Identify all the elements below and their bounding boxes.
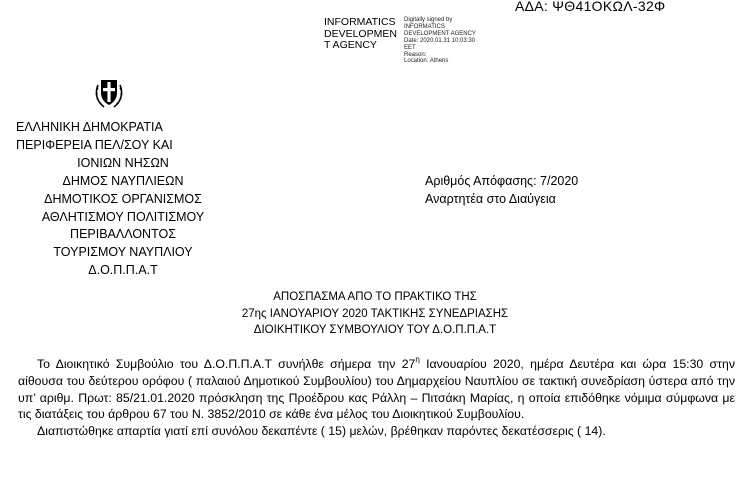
- signature-name: [324, 17, 404, 52]
- signature-detail-line: EET: [404, 44, 416, 51]
- superscript-ordinal: η: [415, 355, 420, 364]
- header-line: ΙΟΝΙΩΝ ΝΗΣΩΝ: [77, 155, 169, 170]
- ada-code: ΑΔΑ: ΨΘ41ΟΚΩΛ-32Φ: [515, 0, 666, 14]
- header-line: Δ.Ο.Π.Π.Α.Τ: [88, 263, 158, 278]
- header-line: ΔΗΜΟΣ ΝΑΥΠΛΙΕΩΝ: [62, 173, 184, 188]
- header-line: ΤΟΥΡΙΣΜΟΥ ΝΑΥΠΛΙΟΥ: [53, 245, 193, 260]
- document-body: [18, 352, 735, 440]
- header-line: ΔΗΜΟΤΙΚΟΣ ΟΡΓΑΝΙΣΜΟΣ: [44, 191, 202, 206]
- decision-info: [425, 172, 578, 208]
- title-line: ΔΙΟΙΚΗΤΙΚΟΥ ΣΥΜΒΟΥΛΙΟΥ ΤΟΥ Δ.Ο.Π.Π.Α.Τ: [253, 324, 497, 336]
- body-paragraph: Διαπιστώθηκε απαρτία γιατί επί συνόλου δεκαπέντε ( 15) μελών, βρέθηκαν παρόντες δεκατέσσερις ( 14).: [37, 424, 606, 439]
- decision-posted-note: Αναρτητέα στο Διαύγεια: [425, 192, 556, 206]
- signature-details: [404, 17, 476, 65]
- signature-name-line: T AGENCY: [324, 39, 377, 51]
- header-line: ΕΛΛΗΝΙΚΗ ΔΗΜΟΚΡΑΤΙΑ: [16, 120, 163, 134]
- document-title: [0, 289, 750, 339]
- header-line: ΠΕΡΙΦΕΡΕΙΑ ΠΕΛ/ΣΟΥ ΚΑΙ: [16, 137, 173, 152]
- decision-number: Αριθμός Απόφασης: 7/2020: [425, 174, 579, 188]
- greek-coat-of-arms-icon: [94, 76, 124, 110]
- signature-detail-line: Date: 2020.01.31 10:03:30: [404, 37, 476, 44]
- issuer-header: [16, 119, 230, 280]
- signature-detail-line: DEVELOPMENT AGENCY: [404, 30, 476, 37]
- title-line: ΑΠΟΣΠΑΣΜΑ ΑΠΟ ΤΟ ΠΡΑΚΤΙΚΟ ΤΗΣ: [273, 291, 477, 303]
- signature-name-line: INFORMATICS: [324, 16, 396, 28]
- signature-detail-line: Digitally signed by: [404, 17, 453, 23]
- body-paragraph: [18, 352, 735, 423]
- signature-detail-line: Reason:: [404, 51, 427, 58]
- signature-detail-line: Location: Athens: [404, 58, 449, 65]
- paragraph-text: Το Διοικητικό Συμβούλιο του Δ.Ο.Π.Π.Α.Τ συνήλθε σήμερα την 27: [37, 357, 416, 371]
- title-line: 27ης ΙΑΝΟΥΑΡΙΟΥ 2020 ΤΑΚΤΙΚΗΣ ΣΥΝΕΔΡΙΑΣΗΣ: [241, 307, 509, 320]
- paragraph-text: Ιανουαρίου 2020, ημέρα Δευτέρα και ώρα 15:30 στην αίθουσα του δεύτερου ορόφου ( παλαιού Δημοτικού Συμβουλίου) του Δημαρχείου Ναυπλίου σε τακτική συνεδρίαση ύστερα από την υπ’ αριθμ. Πρωτ: 85/21.01.2020 πρόσκληση της Προέδρου κας Ράλλη – Πιτσάκη Μαρίας, η οποία επιδόθηκε νόμιμα σύμφωνα με τις διατάξεις του άρθρου 67 του Ν. 3852/2010 σε κάθε ένα μέλος του Διοικητικού Συμβουλίου.: [18, 357, 735, 422]
- signature-name-line: DEVELOPMEN: [324, 27, 397, 40]
- header-line: ΑΘΛΗΤΙΣΜΟΥ ΠΟΛΙΤΙΣΜΟΥ: [41, 209, 205, 224]
- signature-detail-line: INFORMATICS: [404, 23, 445, 30]
- header-line: ΠΕΡΙΒΑΛΛΟΝΤΟΣ: [70, 227, 176, 242]
